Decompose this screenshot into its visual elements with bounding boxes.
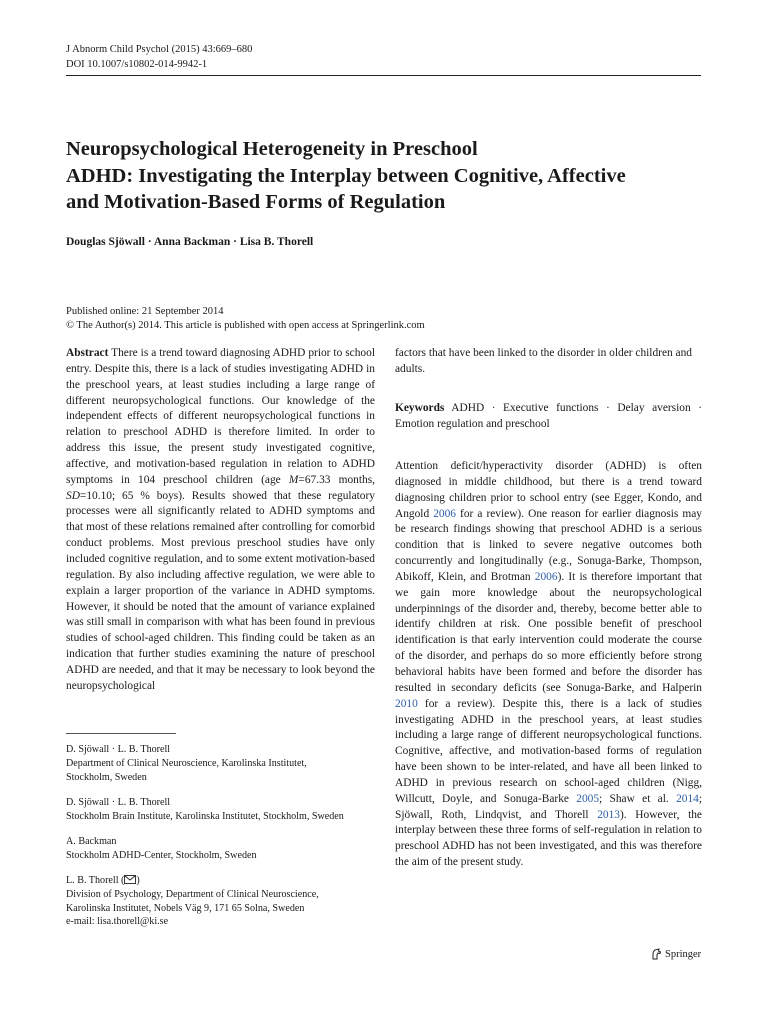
- affiliation-1: [66, 743, 375, 784]
- affiliation-4: [66, 874, 375, 929]
- title-line-2: ADHD: Investigating the Interplay between Cognitive, Affective: [66, 164, 626, 187]
- body-text: ). It is therefore important that we gain more knowledge about the neuropsychological underpinnings of the disorder and, thereby, become better able to identify children at risk. One possible benefit of preschool identification is that early intervention could moderate the course of the disorder, and perhaps do so more efficiently before strong behavioral habits have been formed and before the disorder has resulted in secondary deficits (see Sonuga-Barke, and Halperin: [395, 570, 702, 694]
- header-rule: [66, 75, 701, 76]
- affiliation-line: Stockholm ADHD-Center, Stockholm, Sweden: [66, 849, 257, 861]
- affiliation-line: Stockholm Brain Institute, Karolinska Institutet, Stockholm, Sweden: [66, 810, 344, 822]
- citation-link[interactable]: 2014: [676, 792, 699, 805]
- body-text: ; Shaw et al.: [599, 792, 677, 805]
- affiliation-authors: D. Sjöwall · L. B. Thorell: [66, 797, 171, 808]
- journal-header: [66, 42, 252, 72]
- doi[interactable]: DOI 10.1007/s10802-014-9942-1: [66, 59, 208, 70]
- affiliation-authors: [66, 874, 375, 888]
- keywords-heading: Keywords: [395, 402, 445, 414]
- citation-link[interactable]: 2006: [534, 570, 558, 583]
- journal-citation: J Abnorm Child Psychol (2015) 43:669–680: [66, 44, 253, 55]
- citation-link[interactable]: 2005: [576, 792, 600, 805]
- abstract-sd: SD: [66, 489, 80, 502]
- abstract-m: M: [288, 473, 299, 486]
- title-line-1: Neuropsychological Heterogeneity in Preschool: [66, 138, 478, 160]
- copyright-icon: ©: [66, 320, 74, 331]
- title-line-3: and Motivation-Based Forms of Regulation: [66, 191, 446, 213]
- abstract-text-1: There is a trend toward diagnosing ADHD prior to school entry. Despite this, there is a lack of studies investigating ADHD in the preschool years, at least studies including a large range of different neuropsychological functions. Our knowledge of the independent effects of different neuropsychological functions in relation to preschool ADHD is therefore limited. In order to address this issue, the present study investigated cognitive, affective, and motivation-based regulation in relation to ADHD symptoms in 104 preschool children (age: [66, 347, 375, 486]
- abstract-continuation: factors that have been linked to the disorder in older children and adults.: [395, 347, 693, 375]
- abstract-heading: Abstract: [66, 347, 109, 359]
- publication-info: [66, 305, 425, 333]
- keywords-text: ADHD · Executive functions · Delay aversion · Emotion regulation and preschool: [395, 402, 702, 430]
- body-text: for a review). One reason for earlier diagnosis may be research findings showing that preschool ADHD is a serious condition that is linked to severe negative outcomes both concurrently and longitudinally (e.g., Sonuga-Barke, Thompson, Abikoff, Klein, and Brotman: [395, 507, 702, 583]
- affiliation-3: [66, 835, 375, 863]
- article-title: [66, 136, 706, 216]
- affiliation-author-name: L. B. Thorell (: [66, 875, 125, 886]
- envelope-icon[interactable]: [124, 875, 136, 884]
- springer-horse-icon: [651, 948, 662, 960]
- body-text: for a review). Despite this, there is a lack of studies investigating ADHD in the preschool years, at least studies including a large range of different neuropsychological functions. Cognitive, affective, and motivation-based forms of regulation have been shown to be inter-related, and have all been linked to ADHD in previous research on school-aged children (Nigg, Willcutt, Doyle, and Sonuga-Barke: [395, 697, 702, 805]
- copyright-line: [66, 319, 425, 333]
- affiliation-rule: [66, 733, 176, 734]
- citation-link[interactable]: 2013: [597, 808, 620, 821]
- abstract: [66, 346, 375, 695]
- author-list: Douglas Sjöwall · Anna Backman · Lisa B. Thorell: [66, 236, 314, 248]
- affiliation-line: Department of Clinical Neuroscience, Karolinska Institutet,: [66, 757, 307, 769]
- abstract-text-3: =10.10; 65 % boys). Results showed that these regulatory processes were all significantly related to ADHD symptoms and that most of these relations remained after controlling for comorbid conduct problems. Most previous preschool studies have only included cognitive regulation, and to some extent motivation-based regulation. By also including affective regulation, we were able to explain a larger proportion of the variance in ADHD symptoms. However, it should be noted that the amount of variance explained was still small in comparison with what has been found in previous studies of school-aged children. This finding could be taken as an indication that further studies examining the nature of preschool ADHD are needed, and that it may be necessary to look beyond the neuropsychological: [66, 489, 375, 692]
- citation-link[interactable]: 2010: [395, 697, 418, 710]
- copyright-text: The Author(s) 2014. This article is published with open access at Springerlink.com: [73, 320, 425, 331]
- affiliation-line: Stockholm, Sweden: [66, 771, 147, 783]
- keywords: [395, 401, 702, 433]
- introduction-text: [395, 459, 702, 871]
- body-text: Attention deficit/hyperactivity disorder (ADHD) is often diagnosed in middle childhood, but there is a trend toward diagnosing children prior to school entry (see Egger, Kondo, and Angold: [395, 460, 702, 520]
- affiliation-authors: D. Sjöwall · L. B. Thorell: [66, 744, 171, 755]
- abstract-text-2: =67.33 months,: [298, 473, 376, 486]
- affiliation-2: [66, 796, 375, 824]
- affiliation-line: Division of Psychology, Department of Clinical Neuroscience,: [66, 888, 319, 900]
- body-text: ). However, the interplay between these three forms of self-regulation in relation to preschool ADHD has not been investigated, and this was therefore the aim of the present study.: [395, 808, 702, 869]
- affiliation-author-end: ): [136, 875, 140, 886]
- body-text: ; Sjöwall, Roth, Lindqvist, and Thorell: [395, 792, 703, 821]
- affiliation-email[interactable]: e-mail: lisa.thorell@ki.se: [66, 916, 169, 928]
- publisher-name: Springer: [665, 948, 702, 960]
- citation-link[interactable]: 2006: [433, 507, 456, 520]
- affiliation-line: Karolinska Institutet, Nobels Väg 9, 171 65 Solna, Sweden: [66, 902, 305, 914]
- affiliation-authors: A. Backman: [66, 836, 117, 847]
- published-date: Published online: 21 September 2014: [66, 306, 224, 317]
- springer-logo: [651, 948, 701, 960]
